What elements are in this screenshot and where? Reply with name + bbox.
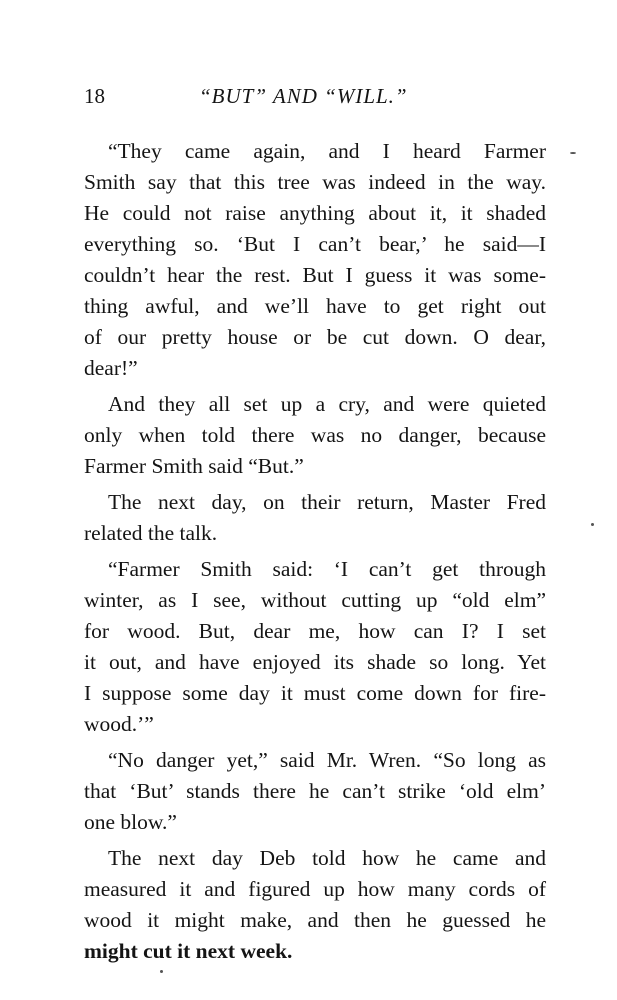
text-line: wood it might make, and then he guessed he <box>84 908 546 932</box>
text-line: it out, and have enjoyed its shade so long. Yet <box>84 650 546 674</box>
paragraph <box>84 389 546 482</box>
text-line: wood.’” <box>84 712 154 736</box>
running-head: “BUT” AND “WILL.” <box>199 84 408 108</box>
text-line: might cut it next week. <box>84 939 293 963</box>
text-line: couldn’t hear the rest. But I guess it was some- <box>84 263 546 287</box>
page-header <box>84 84 544 114</box>
text-line: dear!” <box>84 356 138 380</box>
print-speck <box>591 523 594 526</box>
text-line: Farmer Smith said “But.” <box>84 454 304 478</box>
text-line: of our pretty house or be cut down. O dear, <box>84 325 546 349</box>
text-line: related the talk. <box>84 521 218 545</box>
text-line: I suppose some day it must come down for fire- <box>84 681 546 705</box>
paragraph <box>84 843 546 967</box>
text-line: winter, as I see, without cutting up “old elm” <box>84 588 546 612</box>
text-line: “They came again, and I heard Farmer <box>108 139 546 163</box>
text-line: thing awful, and we’ll have to get right out <box>84 294 546 318</box>
text-line: He could not raise anything about it, it shaded <box>84 201 546 225</box>
text-line: The next day, on their return, Master Fred <box>108 490 546 514</box>
text-line: The next day Deb told how he came and <box>108 846 546 870</box>
text-line: everything so. ‘But I can’t bear,’ he said—I <box>84 232 546 256</box>
text-line: measured it and figured up how many cords of <box>84 877 546 901</box>
text-line: one blow.” <box>84 810 177 834</box>
paragraph <box>84 554 546 740</box>
text-line: “No danger yet,” said Mr. Wren. “So long as <box>108 748 546 772</box>
text-line: Smith say that this tree was indeed in the way. <box>84 170 546 194</box>
text-line: And they all set up a cry, and were quieted <box>108 392 546 416</box>
body-text <box>84 136 546 967</box>
text-line: “Farmer Smith said: ‘I can’t get through <box>108 557 546 581</box>
paragraph <box>84 487 546 549</box>
text-line: for wood. But, dear me, how can I? I set <box>84 619 546 643</box>
text-line: that ‘But’ stands there he can’t strike ‘old elm’ <box>84 779 546 803</box>
page-number: 18 <box>84 84 105 108</box>
paragraph <box>84 136 546 384</box>
text-line: only when told there was no danger, because <box>84 423 546 447</box>
print-speck <box>570 152 576 154</box>
paragraph <box>84 745 546 838</box>
print-speck <box>160 970 163 973</box>
